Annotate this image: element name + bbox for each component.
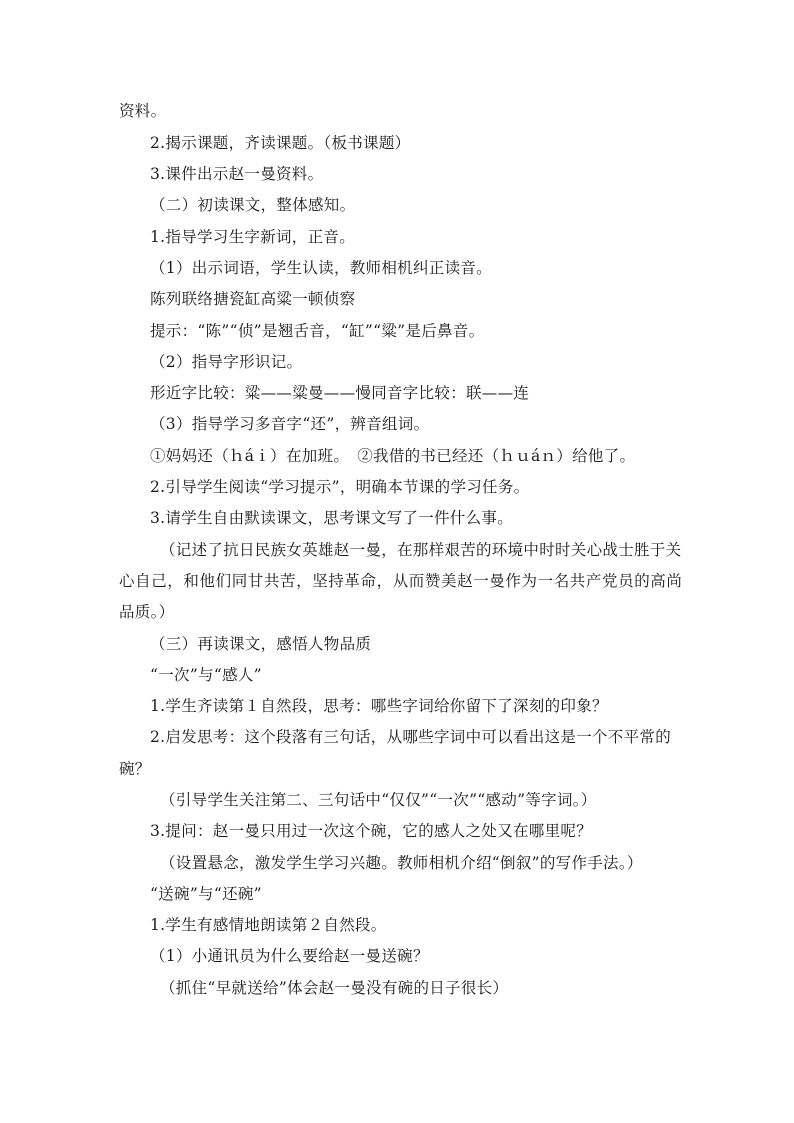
text-line: （1）小通讯员为什么要给赵一曼送碗？ <box>150 947 429 965</box>
text-line: 3.课件出示赵一曼资料。 <box>150 165 324 183</box>
text-line: 3.请学生自由默读课文，思考课文写了一件什么事。 <box>150 509 513 527</box>
text-line: 2.启发思考：这个段落有三句话，从哪些字词中可以看出这是一个不平常的 <box>150 728 671 746</box>
text-line: 2.揭示课题，齐读课题。（板书课题） <box>150 134 411 152</box>
text-line: 3.提问：赵一曼只用过一次这个碗，它的感人之处又在哪里呢？ <box>150 822 592 840</box>
subheading: “一次”与“感人” <box>150 666 262 684</box>
text-line: （2）指导字形识记。 <box>150 353 303 371</box>
text-line: ①妈妈还（ｈáｉ）在加班。 ②我借的书已经还（ｈｕáｎ）给他了。 <box>150 447 636 465</box>
section-heading: （二）初读课文，整体感知。 <box>150 196 356 214</box>
text-line: 形近字比较：粱——粱曼——慢同音字比较：联——连 <box>150 384 530 402</box>
text-line: 2.引导学生阅读“学习提示”，明确本节课的学习任务。 <box>150 478 530 496</box>
text-line: 1.指导学习生字新词，正音。 <box>150 228 355 246</box>
text-line: （引导学生关注第二、三句话中“仅仅”“一次”“感动”等字词。） <box>160 791 597 809</box>
subheading: “送碗”与“还碗” <box>150 885 262 903</box>
text-line: （抓住“早就送给”体会赵一曼没有碗的日子很长） <box>160 979 509 997</box>
text-line: 1.学生齐读第１自然段，思考：哪些字词给你留下了深刻的印象？ <box>150 697 608 715</box>
text-line: （设置悬念，激发学生学习兴趣。教师相机介绍“倒叙”的写作手法。） <box>160 854 643 872</box>
text-line: 心自己，和他们同甘共苦，坚持革命，从而赞美赵一曼作为一名共产党员的高尚 <box>119 572 683 590</box>
section-heading: （三）再读课文，感悟人物品质 <box>150 635 372 653</box>
text-line: （3）指导学习多音字“还”，辨音组词。 <box>150 415 430 433</box>
text-line: （1）出示词语，学生认读，教师相机纠正读音。 <box>150 259 492 277</box>
text-line: 碗？ <box>119 760 151 778</box>
text-line: 品质。） <box>119 603 175 621</box>
text-line: （记述了抗日民族女英雄赵一曼，在那样艰苦的环境中时时关心战士胜于关 <box>160 541 682 559</box>
text-line: 陈列联络搪瓷缸高粱一顿侦察 <box>150 290 356 308</box>
text-line: 提示：“陈”“侦”是翘舌音，“缸”“粱”是后鼻音。 <box>150 322 485 340</box>
text-line: 资料。 <box>119 102 167 120</box>
text-line: 1.学生有感情地朗读第２自然段。 <box>150 916 387 934</box>
